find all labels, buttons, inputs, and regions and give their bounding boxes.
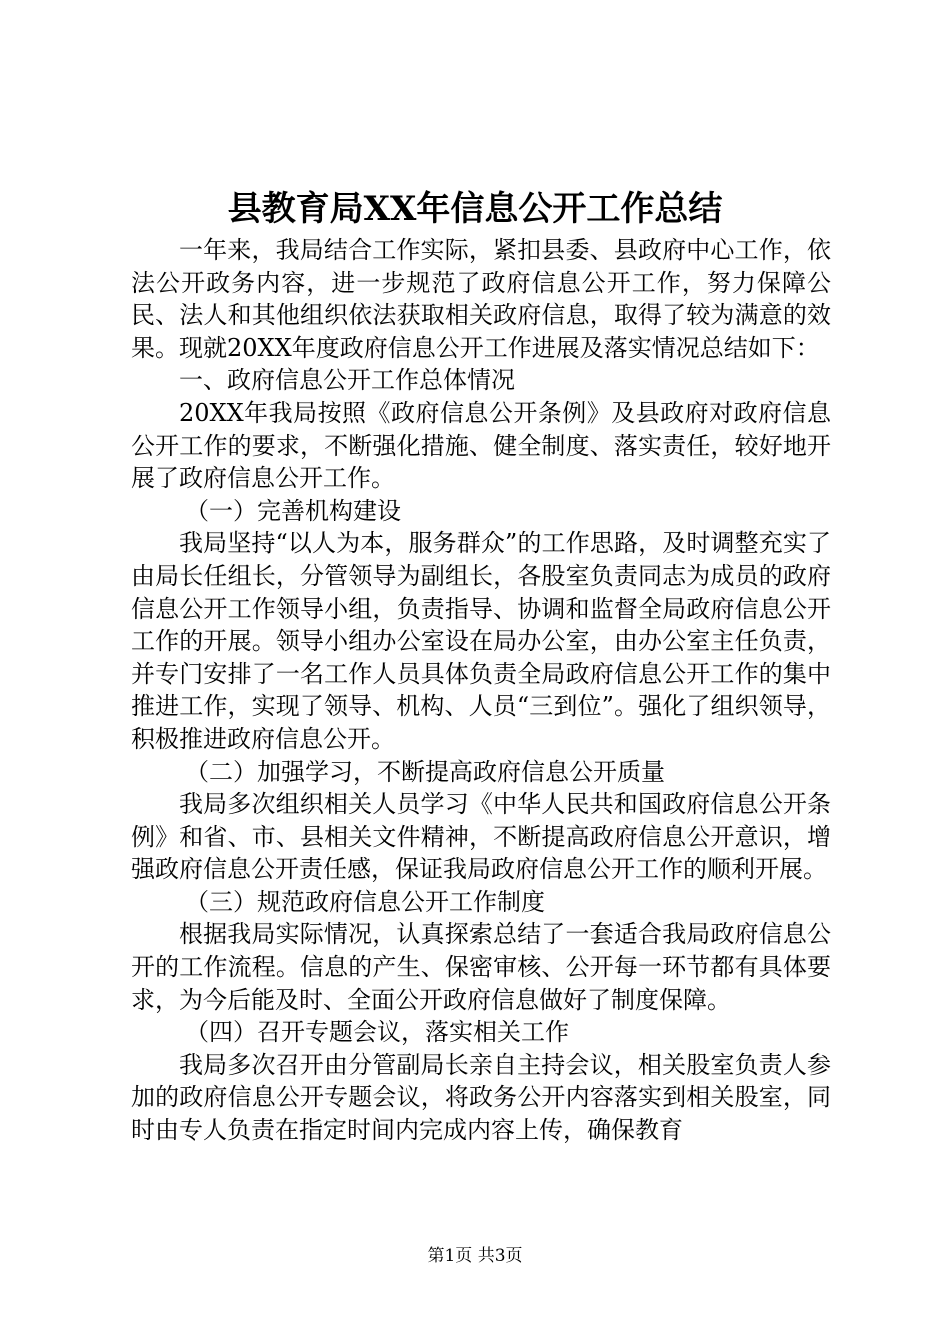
paragraph-organization: 我局坚持“以人为本，服务群众”的工作思路，及时调整充实了由局长任组长，分管领导为副组长，各股室负责同志为成员的政府信息公开工作领导小组，负责指导、协调和监督全局政府信息公开工作的开展。领导小组办公室设在局办公室，由办公室主任负责，并专门安排了一名工作人员具体负责全局政府信息公开工作的集中推进工作，实现了领导、机构、人员“三到位”。强化了组织领导，积极推进政府信息公开。 <box>131 529 831 753</box>
document-body <box>131 234 831 1147</box>
paragraph-overview: 20XX年我局按照《政府信息公开条例》及县政府对政府信息公开工作的要求，不断强化措施、健全制度、落实责任，较好地开展了政府信息公开工作。 <box>131 398 831 493</box>
subheading-1: （一）完善机构建设 <box>185 496 401 525</box>
paragraph-study: 我局多次组织相关人员学习《中华人民共和国政府信息公开条例》和省、市、县相关文件精神，不断提高政府信息公开意识，增强政府信息公开责任感，保证我局政府信息公开工作的顺利开展。 <box>131 790 831 884</box>
paragraph-meetings: 我局多次召开由分管副局长亲自主持会议，相关股室负责人参加的政府信息公开专题会议，将政务公开内容落实到相关股室，同时由专人负责在指定时间内完成内容上传，确保教育 <box>131 1050 831 1145</box>
section-heading-1: 一、政府信息公开工作总体情况 <box>179 366 515 395</box>
paragraph-rules: 根据我局实际情况，认真探索总结了一套适合我局政府信息公开的工作流程。信息的产生、保密审核、公开每一环节都有具体要求，为今后能及时、全面公开政府信息做好了制度保障。 <box>131 920 831 1014</box>
document-title: 县教育局XX年信息公开工作总结 <box>227 189 723 229</box>
subheading-3: （三）规范政府信息公开工作制度 <box>185 887 545 916</box>
subheading-2: （二）加强学习，不断提高政府信息公开质量 <box>185 757 665 786</box>
paragraph-intro: 一年来，我局结合工作实际，紧扣县委、县政府中心工作，依法公开政务内容，进一步规范了政府信息公开工作，努力保障公民、法人和其他组织依法获取相关政府信息，取得了较为满意的效果。现就20XX年度政府信息公开工作进展及落实情况总结如下： <box>131 236 831 362</box>
page-number-footer: 第1页 共3页 <box>427 1246 523 1266</box>
subheading-4: （四）召开专题会议，落实相关工作 <box>185 1018 569 1047</box>
